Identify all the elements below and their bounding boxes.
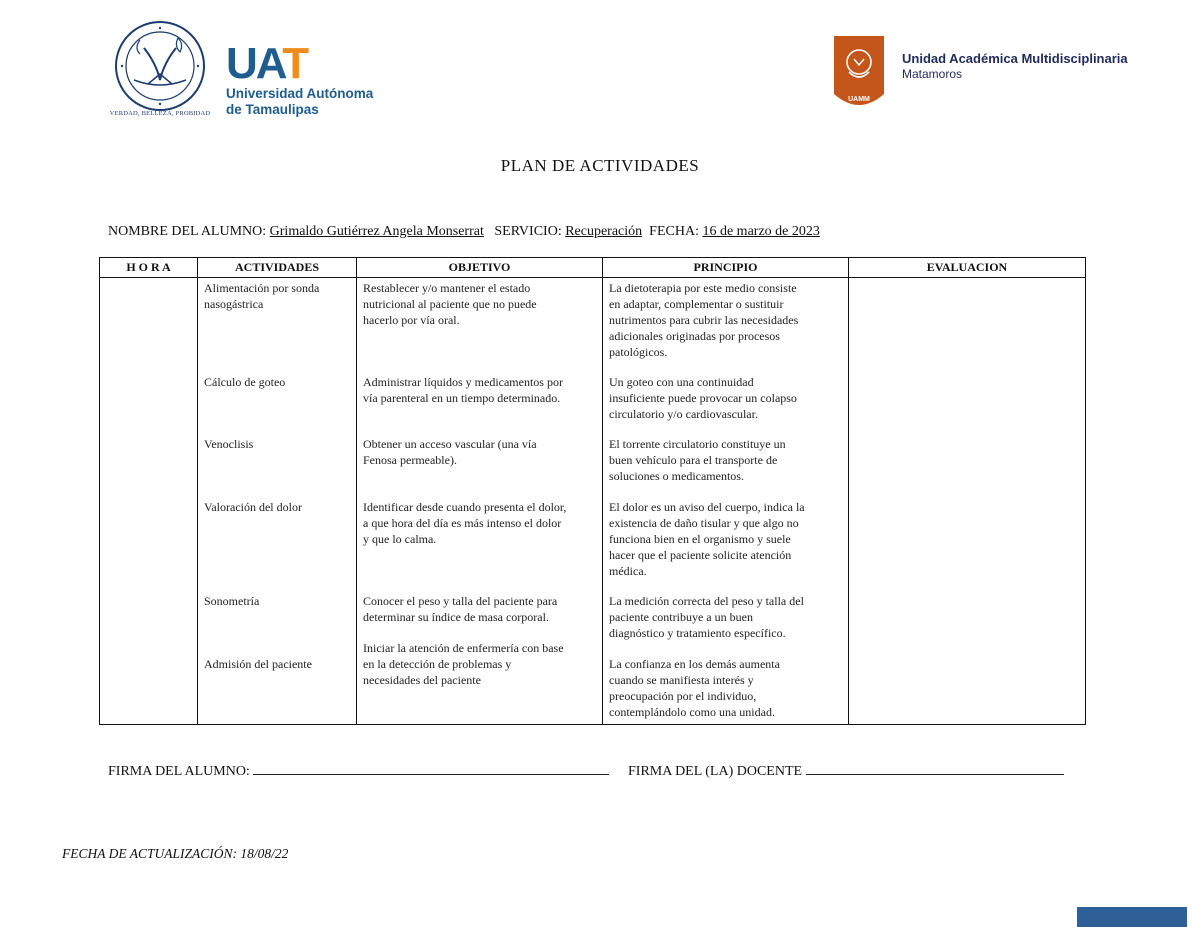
uamm-name: Unidad Académica Multidisciplinaria xyxy=(902,51,1128,66)
actividad-entry xyxy=(204,499,302,515)
objetivo-line: Administrar líquidos y medicamentos por xyxy=(363,375,563,389)
actividad-line: Valoración del dolor xyxy=(204,500,302,514)
actividad-line: Cálculo de goteo xyxy=(204,375,286,389)
objetivo-cell xyxy=(357,278,603,725)
principio-line: La medición correcta del peso y talla del xyxy=(609,594,804,608)
header-principio: PRINCIPIO xyxy=(603,258,849,278)
uat-wordmark xyxy=(226,39,308,88)
principio-entry xyxy=(609,374,797,422)
student-signature-label: FIRMA DEL ALUMNO: xyxy=(108,764,250,779)
table-row xyxy=(100,278,1086,725)
date-label: FECHA: xyxy=(649,224,699,239)
objetivo-line: Identificar desde cuando presenta el dolor, xyxy=(363,500,567,514)
actividad-entry xyxy=(204,436,253,452)
uat-name-line1: Universidad Autónoma xyxy=(226,86,374,101)
objetivo-entry xyxy=(363,374,563,406)
objetivo-entry xyxy=(363,640,564,688)
actividad-line: Venoclisis xyxy=(204,437,254,451)
actividad-line: Sonometría xyxy=(204,594,260,608)
objetivo-line: y que lo calma. xyxy=(363,532,437,546)
student-name-value: Grimaldo Gutiérrez Angela Monserrat xyxy=(269,224,484,239)
uat-wordmark-accent: T xyxy=(282,39,308,88)
update-date: FECHA DE ACTUALIZACIÓN: 18/08/22 xyxy=(62,846,289,861)
date-value: 16 de marzo de 2023 xyxy=(702,224,820,239)
uamm-campus: Matamoros xyxy=(902,67,963,81)
student-name-label: NOMBRE DEL ALUMNO: xyxy=(108,224,267,239)
objetivo-line: hacerlo por vía oral. xyxy=(363,313,460,327)
principio-line: existencia de daño tisular y que algo no xyxy=(609,516,799,530)
objetivo-line: Iniciar la atención de enfermería con base xyxy=(363,641,564,655)
table-header-row xyxy=(100,258,1086,278)
service-label: SERVICIO: xyxy=(494,224,562,239)
principio-entry xyxy=(609,499,805,579)
principio-line: contemplándolo como una unidad. xyxy=(609,705,775,719)
actividad-entry xyxy=(204,280,319,312)
teacher-signature xyxy=(628,760,1064,780)
student-signature-line[interactable] xyxy=(253,760,609,775)
objetivo-line: a que hora del día es más intenso el dolor xyxy=(363,516,562,530)
uat-name xyxy=(226,86,373,118)
objetivo-entry xyxy=(363,593,557,625)
actividad-line: nasogástrica xyxy=(204,297,264,311)
student-signature xyxy=(108,760,609,780)
principio-entry xyxy=(609,280,798,360)
evaluacion-cell xyxy=(849,278,1086,725)
uat-wordmark-main: UA xyxy=(226,39,283,88)
objetivo-line: Conocer el peso y talla del paciente para xyxy=(363,594,558,608)
university-seal-icon xyxy=(104,18,216,122)
principio-line: en adaptar, complementar o sustituir xyxy=(609,297,784,311)
objetivo-line: Fenosa permeable). xyxy=(363,453,457,467)
page-title: PLAN DE ACTIVIDADES xyxy=(500,156,700,175)
principio-line: preocupación por el individuo, xyxy=(609,689,757,703)
principio-line: Un goteo con una continuidad xyxy=(609,375,754,389)
actividades-cell xyxy=(198,278,357,725)
hora-cell xyxy=(100,278,198,725)
principio-line: funciona bien en el organismo y suele xyxy=(609,532,791,546)
uat-logo xyxy=(226,39,376,122)
header-evaluacion: EVALUACION xyxy=(849,258,1086,278)
actividad-entry xyxy=(204,656,312,672)
teacher-signature-line[interactable] xyxy=(806,760,1064,775)
actividad-entry xyxy=(204,593,259,609)
objetivo-entry xyxy=(363,280,537,328)
principio-line: médica. xyxy=(609,564,647,578)
principio-line: hacer que el paciente solicite atención xyxy=(609,548,792,562)
objetivo-line: nutricional al paciente que no puede xyxy=(363,297,537,311)
objetivo-line: Restablecer y/o mantener el estado xyxy=(363,281,531,295)
principio-line: insuficiente puede provocar un colapso xyxy=(609,391,797,405)
objetivo-entry xyxy=(363,499,566,547)
objetivo-line: necesidades del paciente xyxy=(363,673,481,687)
objetivo-line: vía parenteral en un tiempo determinado. xyxy=(363,391,561,405)
activities-table xyxy=(99,257,1086,725)
principio-entry xyxy=(609,593,804,641)
principio-line: El dolor es un aviso del cuerpo, indica la xyxy=(609,500,805,514)
principio-line: La confianza en los demás aumenta xyxy=(609,657,780,671)
seal-motto: VERDAD, BELLEZA, PROBIDAD xyxy=(109,110,211,117)
principio-line: nutrimentos para cubrir las necesidades xyxy=(609,313,799,327)
principio-line: paciente contribuye a un buen xyxy=(609,610,753,624)
principio-line: diagnóstico y tratamiento específico. xyxy=(609,626,786,640)
objetivo-line: en la detección de problemas y xyxy=(363,657,512,671)
principio-line: El torrente circulatorio constituye un xyxy=(609,437,786,451)
principio-cell xyxy=(603,278,849,725)
uamm-badge-text: UAMM xyxy=(848,96,870,103)
teacher-signature-label: FIRMA DEL (LA) DOCENTE xyxy=(628,764,803,779)
principio-line: adicionales originadas por procesos xyxy=(609,329,780,343)
actividad-line: Admisión del paciente xyxy=(204,657,312,671)
header-objetivo: OBJETIVO xyxy=(357,258,603,278)
principio-line: cuando se manifiesta interés y xyxy=(609,673,754,687)
actividad-entry xyxy=(204,374,285,390)
service-value: Recuperación xyxy=(565,224,643,239)
principio-line: soluciones o medicamentos. xyxy=(609,469,744,483)
header-hora: H O R A xyxy=(100,258,198,278)
uat-name-line2: de Tamaulipas xyxy=(226,102,319,117)
header-actividades: ACTIVIDADES xyxy=(198,258,357,278)
uamm-shield-icon xyxy=(832,34,886,114)
principio-line: patológicos. xyxy=(609,345,668,359)
principio-line: buen vehículo para el transporte de xyxy=(609,453,778,467)
principio-line: circulatorio y/o cardiovascular. xyxy=(609,407,758,421)
objetivo-entry xyxy=(363,436,537,468)
page-corner-bar xyxy=(1077,907,1187,927)
principio-entry xyxy=(609,436,786,484)
principio-entry xyxy=(609,656,780,720)
student-info-line xyxy=(108,224,820,240)
objetivo-line: determinar su índice de masa corporal. xyxy=(363,610,549,624)
uamm-name-block xyxy=(902,51,1128,82)
principio-line: La dietoterapia por este medio consiste xyxy=(609,281,797,295)
objetivo-line: Obtener un acceso vascular (una vía xyxy=(363,437,537,451)
actividad-line: Alimentación por sonda xyxy=(204,281,320,295)
